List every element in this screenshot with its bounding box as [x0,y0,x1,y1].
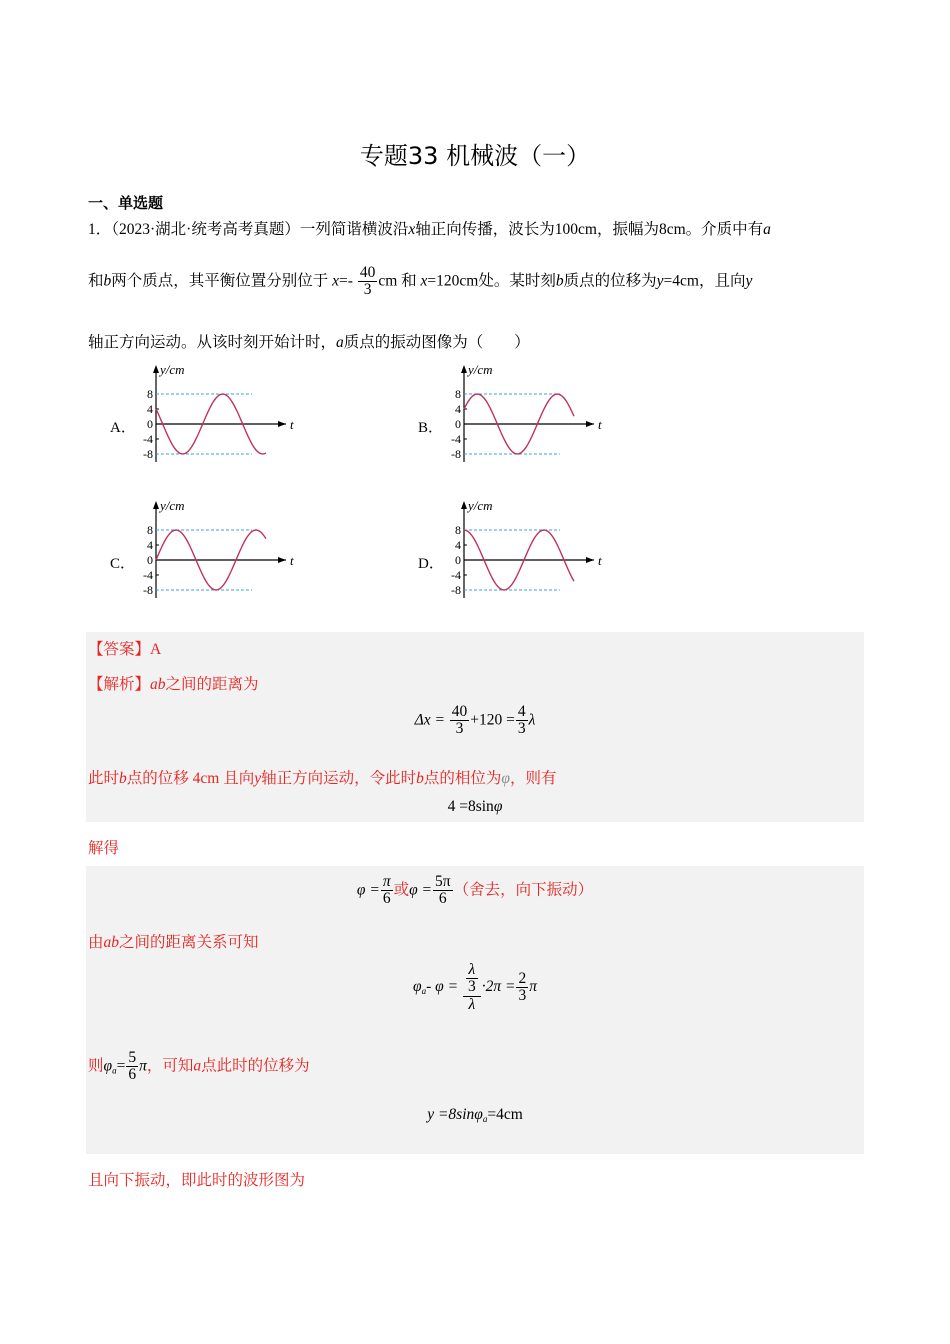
tick-label: -4 [451,432,461,446]
x-axis-label: t [598,553,602,568]
tick-label: -4 [451,568,461,582]
option-c-graph[interactable] [136,496,306,606]
section-heading: 一、单选题 [88,194,164,212]
analysis-line-6: 且向下振动，即此时的波形图为 [88,1172,306,1189]
y-axis-label: y/cm [160,362,185,377]
x-axis-arrow [278,557,286,563]
page-title: 专题33 机械波（一） [359,142,591,170]
equation-delta-x: Δx = $\frac{40}{3}$ +120 = $\frac{4}{3}$ λ [414,703,536,738]
x-axis-arrow [278,421,286,427]
x-axis-arrow [586,421,594,427]
option-b-label[interactable]: B． [418,420,444,436]
tick-label: 4 [147,538,153,552]
x-axis-label: t [598,417,602,432]
equation-displacement: y =8sinφ$_a$=4cm [427,1106,523,1124]
tick-label: -8 [143,447,153,461]
question-line-1: 1．（2023·湖北·统考高考真题）一列简谐横波沿x轴正向传播，波长为100cm，振幅为8cm。介质中有a [88,221,771,238]
y-axis-label: y/cm [468,498,493,513]
tick-label: 8 [455,387,461,401]
y-axis-label: y/cm [160,498,185,513]
solve-label: 解得 [88,840,120,857]
x-axis-arrow [586,557,594,563]
tick-label: -8 [451,583,461,597]
question-line-3: 轴正方向运动。从该时刻开始计时，a质点的振动图像为（ ） [88,334,530,351]
answer-value: A [150,641,162,658]
question-number: 1． [88,221,112,238]
option-d-label[interactable]: D． [418,556,444,572]
tick-label: 0 [147,553,153,567]
analysis-line-4: 由ab之间的距离关系可知 [88,934,259,951]
tick-label: 0 [455,417,461,431]
tick-label: 8 [147,387,153,401]
tick-label: 0 [455,553,461,567]
option-d-graph[interactable] [444,496,614,606]
tick-label: 4 [147,402,153,416]
y-axis-arrow [461,365,467,373]
equation-sin: 4 =8sinφ [447,798,503,815]
x-axis-label: t [290,553,294,568]
tick-label: -4 [143,568,153,582]
option-b-graph[interactable] [444,360,614,470]
option-a-label[interactable]: A． [110,420,136,436]
equation-phase-diff: $\varphi_a-$ φ = $\frac{\frac{\lambda}{3}}{\lambda}$ ·2π = $\frac{2}{3}$ π [413,961,537,1013]
option-a-graph[interactable] [136,360,306,470]
analysis-line-2: 此时b点的位移 4cm 且向y轴正方向运动，令此时b点的相位为φ，则有 [88,770,557,787]
y-axis-label: y/cm [468,362,493,377]
tick-label: 4 [455,538,461,552]
fraction-40-3: $\frac{40}{3}$ [359,264,376,299]
analysis-line: 【解析】ab之间的距离为 [88,676,259,693]
y-axis-arrow [461,501,467,509]
tick-label: -8 [451,447,461,461]
equation-phi-values: φ = $\frac{\pi}{6}$ 或φ = $\frac{5\pi}{6}$ （舍去，向下振动） [356,873,594,908]
analysis-line-5: 则$\varphi_a=$ $\frac{5}{6}$ π，可知a点此时的位移为 [88,1049,310,1084]
tick-label: 4 [455,402,461,416]
tick-label: -8 [143,583,153,597]
y-axis-arrow [153,365,159,373]
tick-label: 8 [455,523,461,537]
tick-label: 0 [147,417,153,431]
y-axis-arrow [153,501,159,509]
question-line-2: 和b两个质点，其平衡位置分别位于 x=- $\frac{40}{3}$ cm 和 x=120cm处。某时刻b质点的位移为y=4cm，且向y [88,264,753,299]
answer-line: 【答案】A [88,641,162,658]
tick-label: -4 [143,432,153,446]
x-axis-label: t [290,417,294,432]
option-c-label[interactable]: C． [110,556,136,572]
tick-label: 8 [147,523,153,537]
